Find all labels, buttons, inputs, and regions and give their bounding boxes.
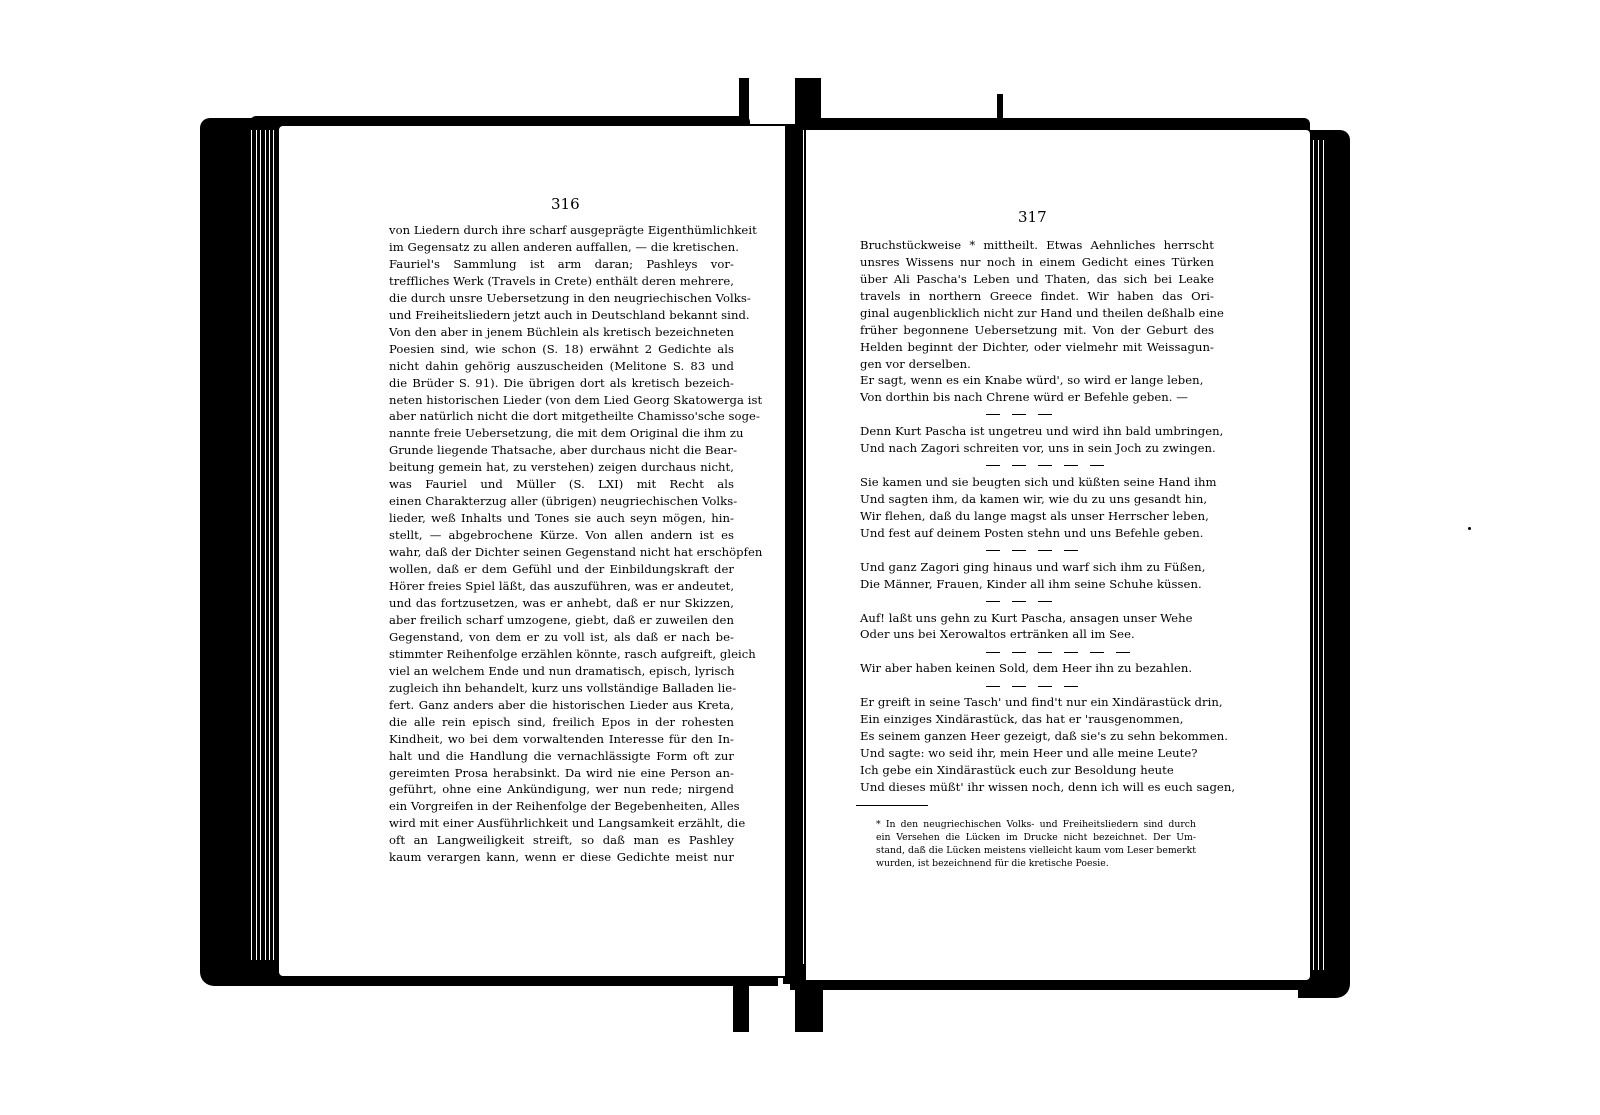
text-line: * In den neugriechischen Volks- und Freiheitsliedern sind durch: [876, 819, 1196, 830]
spine-bottom-left: [733, 978, 749, 1032]
verse-line: Es seinem ganzen Heer gezeigt, daß sie's zu sehn bekommen.: [860, 729, 1229, 744]
stanza-separator: [860, 457, 1220, 474]
text-line: Von den aber in jenem Büchlein als kretisch bezeichneten: [389, 324, 734, 339]
text-line: was Fauriel und Müller (S. LXI) mit Recht als: [389, 477, 734, 492]
text-line: nannte freie Uebersetzung, die mit dem Original die ihm zu: [389, 426, 744, 441]
verse-line: Und sagte: wo seid ihr, mein Heer und alle meine Leute?: [860, 746, 1198, 761]
text-line: Kindheit, wo bei dem vorwaltenden Interesse für den In-: [389, 731, 734, 746]
poem-stanza: [860, 372, 1220, 406]
stanza-separator: [860, 406, 1220, 423]
text-line: Poesien sind, wie schon (S. 18) erwähnt 2 Gedichte als: [389, 341, 734, 356]
text-line: wird mit einer Ausführlichkeit und Langsamkeit erzählt, die: [389, 816, 746, 831]
right-page: [804, 128, 1312, 982]
verse-line: Und sagten ihm, da kamen wir, wie du zu uns gesandt hin,: [860, 491, 1208, 506]
text-line: Bruchstückweise * mittheilt. Etwas Aehnliches herrscht: [860, 238, 1214, 252]
text-line: beitung gemein hat, zu verstehen) zeigen durchaus nicht,: [389, 460, 734, 475]
text-line: lieder, weß Inhalts und Tones sie auch seyn mögen, hin-: [389, 511, 734, 526]
verse-line: Wir aber haben keinen Sold, dem Heer ihn zu bezahlen.: [860, 661, 1193, 676]
page-number-316: 316: [551, 195, 580, 213]
verse-line: Wir flehen, daß du lange magst als unser Herrscher leben,: [860, 508, 1209, 523]
verse-line: Auf! laßt uns gehn zu Kurt Pascha, ansagen unser Wehe: [860, 610, 1193, 625]
poem-stanza: [860, 610, 1220, 644]
text-line: Gegenstand, von dem er zu voll ist, als daß er nach be-: [389, 629, 734, 644]
text-line: einen Charakterzug aller (übrigen) neugriechischen Volks-: [389, 494, 738, 509]
poem-stanza: [860, 474, 1220, 542]
stanza-separator: [860, 542, 1220, 559]
verse-line: Und dieses müßt' ihr wissen noch, denn ich will es euch sagen,: [860, 780, 1236, 795]
text-line: stand, daß die Lücken meistens vielleicht kaum vom Leser bemerkt: [876, 845, 1196, 856]
text-line: im Gegensatz zu allen anderen auffallen, — die kretischen.: [389, 239, 739, 254]
text-line: aber natürlich nicht die dort mitgetheilte Chamisso'sche soge-: [389, 409, 760, 424]
spine-top-right: [795, 78, 821, 130]
text-line: die Brüder S. 91). Die übrigen dort als kretisch bezeich-: [389, 375, 734, 390]
page-number-317: 317: [1018, 208, 1047, 226]
verse-line: Die Männer, Frauen, Kinder all ihm seine Schuhe küssen.: [860, 576, 1202, 591]
text-line: Hörer freies Spiel läßt, das auszuführen, was er andeutet,: [389, 579, 735, 594]
footnote: [876, 818, 1196, 870]
text-line: über Ali Pascha's Leben und Thaten, das sich bei Leake: [860, 271, 1214, 286]
text-line: ein Versehen die Lücken im Drucke nicht bezeichnet. Der Um-: [876, 832, 1196, 843]
text-line: ginal augenblicklich nicht zur Hand und theilen deßhalb eine: [860, 305, 1224, 320]
verse-line: Von dorthin bis nach Chrene würd er Befehle geben. —: [860, 389, 1188, 404]
left-page-leaves: [248, 130, 278, 960]
text-line: halt und die Handlung die vernachlässigte Form oft zur: [389, 748, 734, 763]
text-line: kaum verargen kann, wenn er diese Gedichte meist nur: [389, 850, 734, 865]
verse-line: Ich gebe ein Xindärastück euch zur Besoldung heute: [860, 763, 1174, 778]
text-line: ein Vorgreifen in der Reihenfolge der Begebenheiten, Alles: [389, 799, 740, 814]
text-line: gereimten Prosa herabsinkt. Da wird nie eine Person an-: [389, 765, 734, 780]
text-line: oft an Langweiligkeit streift, so daß man es Pashley: [389, 833, 734, 848]
text-line: gen vor derselben.: [860, 356, 971, 371]
stanza-separator: [860, 643, 1220, 660]
text-line: aber freilich scharf umzogene, giebt, daß er zuweilen den: [389, 612, 734, 627]
text-line: die durch unsre Uebersetzung in den neugriechischen Volks-: [389, 290, 751, 305]
text-line: wahr, daß der Dichter seinen Gegenstand nicht hat erschöpfen: [389, 545, 763, 560]
text-line: viel an welchem Ende und nun dramatisch, episch, lyrisch: [389, 663, 735, 678]
text-line: geführt, ohne eine Ankündigung, wer nun rede; nirgend: [389, 782, 734, 797]
text-line: nicht dahin gehörig auszuscheiden (Melitone S. 83 und: [389, 358, 734, 373]
spine-top-left: [739, 78, 749, 130]
text-line: früher begonnene Uebersetzung mit. Von der Geburt des: [860, 322, 1214, 337]
verse-line: Und fest auf deinem Posten stehn und uns Befehle geben.: [860, 525, 1204, 540]
footnote-rule: [856, 805, 928, 806]
verse-line: Er greift in seine Tasch' und find't nur ein Xindärastück drin,: [860, 695, 1223, 710]
verse-line: Oder uns bei Xerowaltos ertränken all im See.: [860, 627, 1135, 642]
text-line: und das fortzusetzen, was er anhebt, daß er nur Skizzen,: [389, 595, 734, 610]
bookmark-strip: [997, 94, 1003, 130]
speck: [1468, 527, 1471, 530]
text-line: Grunde liegende Thatsache, aber durchaus nicht die Bear-: [389, 443, 738, 458]
text-line: und Freiheitsliedern jetzt auch in Deutschland bekannt sind.: [389, 307, 750, 322]
verse-line: Denn Kurt Pascha ist ungetreu und wird ihn bald umbringen,: [860, 423, 1224, 438]
text-line: wurden, ist bezeichnend für die kretische Poesie.: [876, 858, 1109, 869]
text-line: travels in northern Greece findet. Wir haben das Ori-: [860, 288, 1214, 303]
poem-stanza: [860, 694, 1236, 796]
verse-line: Und nach Zagori schreiten vor, uns in sein Joch zu zwingen.: [860, 440, 1216, 455]
text-line: stimmter Reihenfolge erzählen könnte, rasch aufgreift, gleich: [389, 646, 756, 661]
right-page-leaves: [1310, 140, 1330, 970]
text-line: zugleich ihn behandelt, kurz uns vollständige Balladen lie-: [389, 680, 737, 695]
verse-line: Sie kamen und sie beugten sich und küßten seine Hand ihm: [860, 474, 1217, 489]
stanza-separator: [860, 677, 1220, 694]
text-line: wollen, daß er dem Gefühl und der Einbildungskraft der: [389, 562, 734, 577]
left-page-body-text: [389, 222, 763, 866]
poem-stanza: [860, 423, 1224, 457]
verse-line: Er sagt, wenn es ein Knabe würd', so wird er lange leben,: [860, 373, 1204, 387]
left-page: [277, 124, 787, 978]
text-line: unsres Wissens nur noch in einem Gedicht eines Türken: [860, 254, 1214, 269]
text-line: neten historischen Lieder (von dem Lied Georg Skatowerga ist: [389, 392, 763, 407]
text-line: fert. Ganz anders aber die historischen Lieder aus Kreta,: [389, 697, 734, 712]
spine-bottom-right: [795, 978, 823, 1032]
poem-stanza: [860, 660, 1220, 677]
text-line: Helden beginnt der Dichter, oder vielmehr mit Weissagun-: [860, 339, 1214, 354]
verse-line: Ein einziges Xindärastück, das hat er 'rausgenommen,: [860, 712, 1184, 727]
text-line: die alle rein episch sind, freilich Epos in der rohesten: [389, 714, 734, 729]
verse-line: Und ganz Zagori ging hinaus und warf sich ihm zu Füßen,: [860, 559, 1206, 574]
text-line: stellt, — abgebrochene Kürze. Von allen andern ist es: [389, 528, 734, 543]
right-page-body-text: [860, 237, 1224, 373]
stanza-separator: [860, 593, 1220, 610]
text-line: Fauriel's Sammlung ist arm daran; Pashleys vor-: [389, 256, 734, 271]
right-page-poem: [860, 372, 1236, 796]
text-line: von Liedern durch ihre scharf ausgeprägte Eigenthümlichkeit: [389, 223, 757, 237]
text-line: treffliches Werk (Travels in Crete) enthält deren mehrere,: [389, 273, 734, 288]
poem-stanza: [860, 559, 1220, 593]
